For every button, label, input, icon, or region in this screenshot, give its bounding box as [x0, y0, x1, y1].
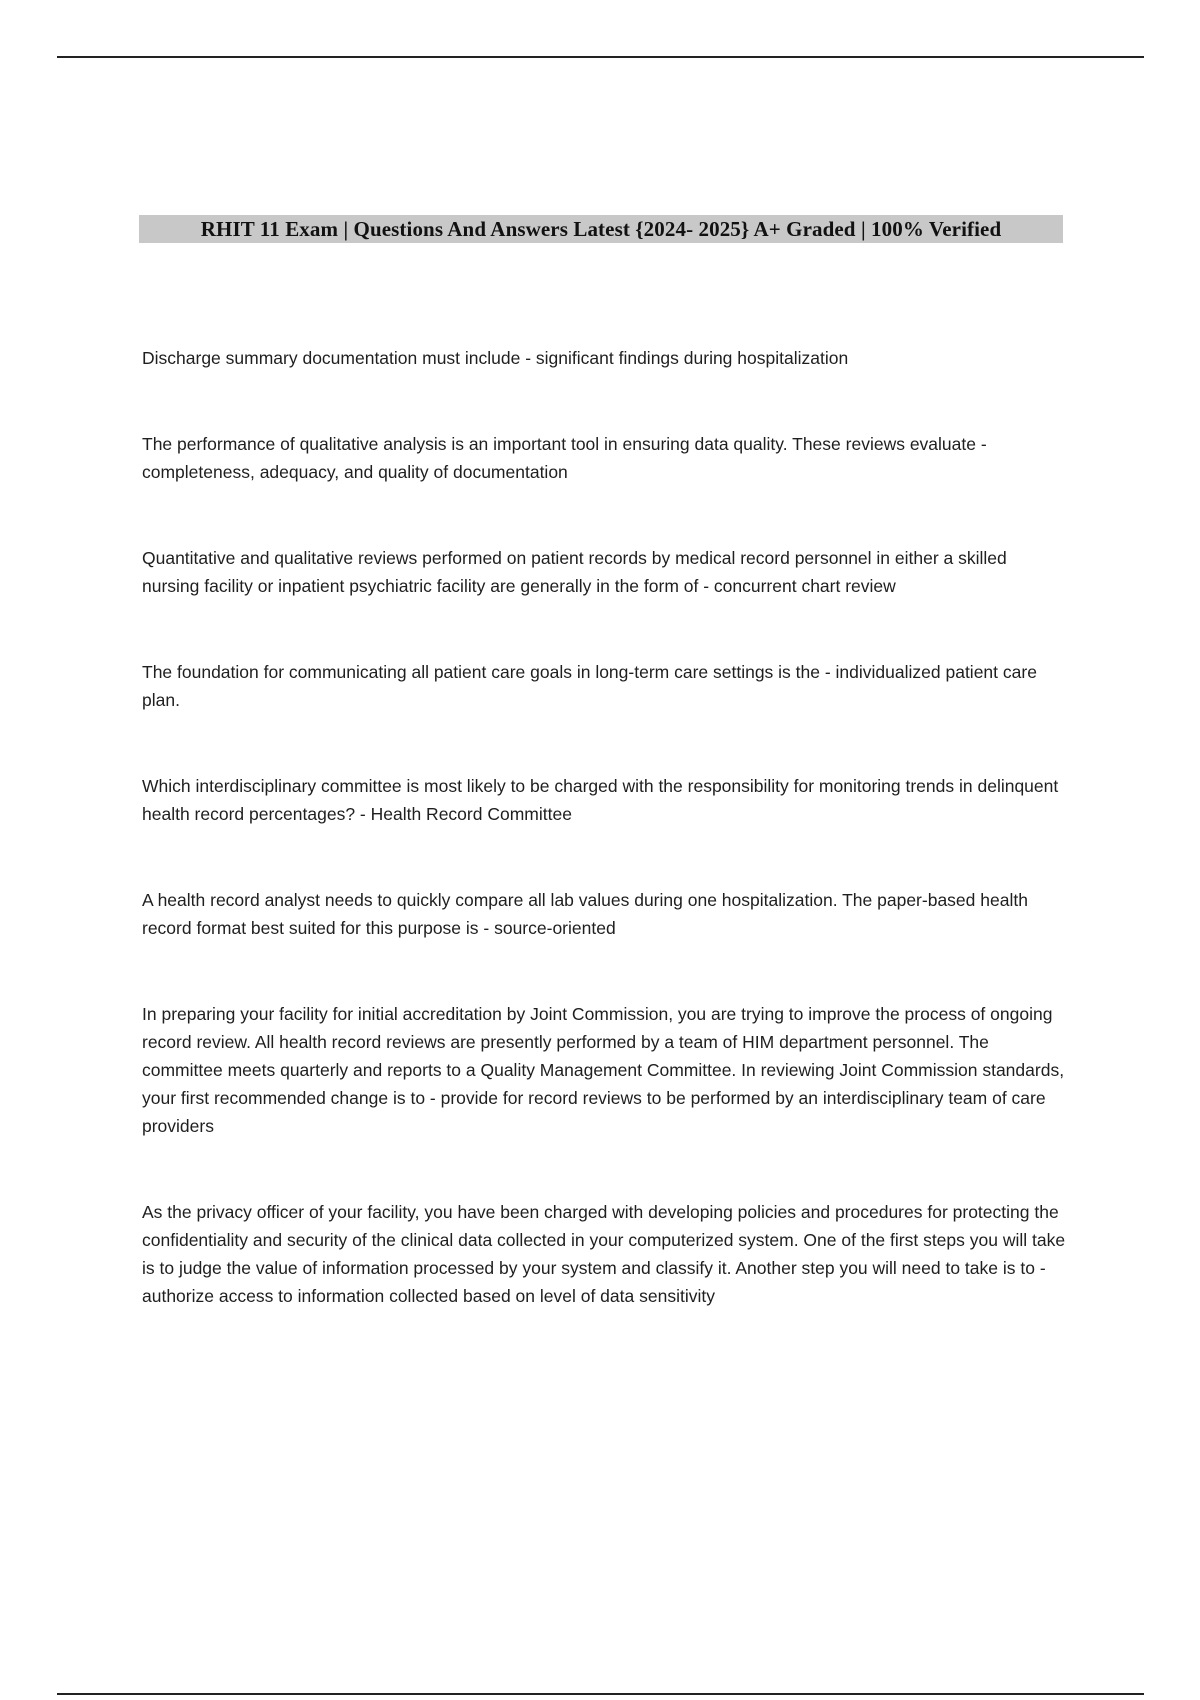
- document-title: RHIT 11 Exam | Questions And Answers Latest {2024- 2025} A+ Graded | 100% Verified: [200, 216, 1002, 241]
- qa-item: The performance of qualitative analysis is an important tool in ensuring data quality. These reviews evaluate - completeness, adequacy, and quality of documentation: [142, 434, 987, 482]
- title-highlight: [139, 215, 1063, 243]
- qa-item: A health record analyst needs to quickly compare all lab values during one hospitalization. The paper-based health record format best suited for this purpose is - source-oriented: [142, 890, 1028, 938]
- qa-item: Quantitative and qualitative reviews performed on patient records by medical record personnel in either a skilled nursing facility or inpatient psychiatric facility are generally in the form of - concurrent chart review: [142, 548, 1007, 596]
- qa-item: The foundation for communicating all patient care goals in long-term care settings is the - individualized patient care plan.: [142, 662, 1037, 710]
- header-rule: [57, 56, 1144, 58]
- qa-item: Which interdisciplinary committee is most likely to be charged with the responsibility for monitoring trends in delinquent health record percentages? - Health Record Committee: [142, 776, 1059, 824]
- qa-item: As the privacy officer of your facility, you have been charged with developing policies and procedures for protecting the confidentiality and security of the clinical data collected in your computerized system. One of the first steps you will take is to judge the value of information processed by your system and classify it. Another step you will need to take is to - authorize access to information collected based on level of data sensitivity: [142, 1202, 1066, 1306]
- qa-list: [142, 344, 1067, 1368]
- qa-item: Discharge summary documentation must include - significant findings during hospitalization: [142, 348, 849, 368]
- qa-item: In preparing your facility for initial accreditation by Joint Commission, you are trying to improve the process of ongoing record review. All health record reviews are presently performed by a team of HIM department personnel. The committee meets quarterly and reports to a Quality Management Committee. In reviewing Joint Commission standards, your first recommended change is to - provide for record reviews to be performed by an interdisciplinary team of care providers: [142, 1004, 1065, 1136]
- footer-rule: [57, 1693, 1144, 1695]
